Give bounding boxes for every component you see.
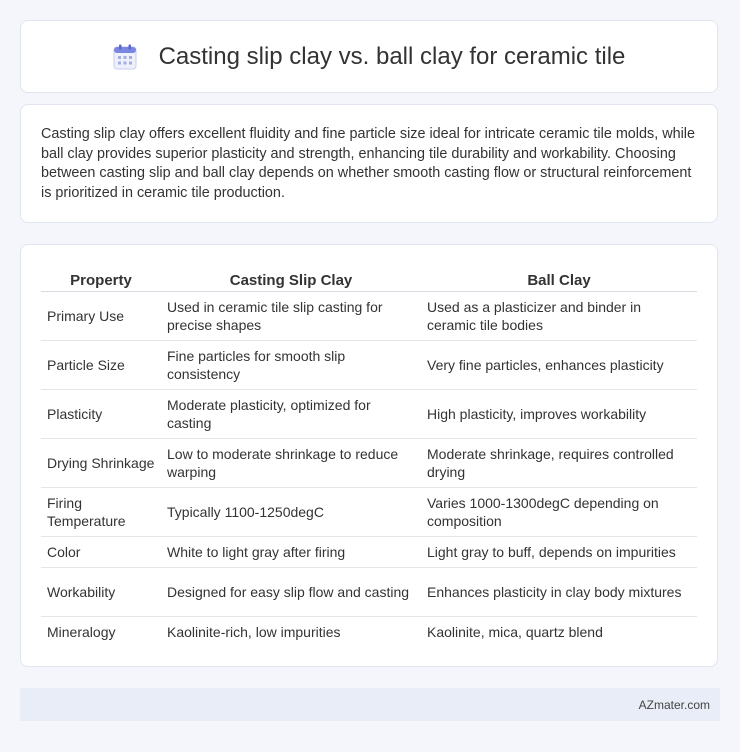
- table-row: [41, 439, 697, 488]
- cell-property: Firing Temperature: [41, 488, 161, 537]
- table-row: [41, 341, 697, 390]
- cell-ball-clay: Light gray to buff, depends on impurities: [421, 537, 697, 568]
- cell-ball-clay: High plasticity, improves workability: [421, 390, 697, 439]
- cell-casting-slip: Fine particles for smooth slip consistency: [161, 341, 421, 390]
- cell-casting-slip: Typically 1100-1250degC: [161, 488, 421, 537]
- table-row: [41, 390, 697, 439]
- cell-ball-clay: Used as a plasticizer and binder in ceramic tile bodies: [421, 292, 697, 341]
- title-card: [20, 20, 718, 93]
- table-row: [41, 488, 697, 537]
- cell-ball-clay: Enhances plasticity in clay body mixtures: [421, 568, 697, 617]
- cell-casting-slip: Low to moderate shrinkage to reduce warping: [161, 439, 421, 488]
- table-header-row: [41, 263, 697, 292]
- intro-paragraph: Casting slip clay offers excellent fluidity and fine particle size ideal for intricate ceramic tile molds, while ball clay provides superior plasticity and strength, enhancing tile durability and workability. Choosing between casting slip and ball clay depends on whether smooth casting flow or structural reinforcement is prioritized in ceramic tile production.: [41, 126, 695, 201]
- footer-bar: [20, 688, 720, 721]
- table-row: [41, 537, 697, 568]
- cell-ball-clay: Kaolinite, mica, quartz blend: [427, 624, 603, 640]
- cell-property: Primary Use: [41, 292, 161, 341]
- cell-casting-slip: Designed for easy slip flow and casting: [161, 568, 421, 617]
- cell-casting-slip: Moderate plasticity, optimized for casting: [161, 390, 421, 439]
- calendar-icon: [113, 44, 137, 70]
- page-title: Casting slip clay vs. ball clay for ceramic tile: [158, 42, 626, 70]
- cell-casting-slip: White to light gray after firing: [161, 537, 421, 568]
- intro-card: [20, 104, 718, 223]
- cell-property: Particle Size: [41, 341, 161, 390]
- cell-casting-slip: Used in ceramic tile slip casting for precise shapes: [161, 292, 421, 341]
- cell-property: Drying Shrinkage: [41, 439, 161, 488]
- cell-property: Mineralogy: [47, 624, 116, 640]
- cell-casting-slip: Kaolinite-rich, low impurities: [167, 624, 341, 640]
- table-row: [41, 617, 697, 647]
- cell-property: Color: [41, 537, 161, 568]
- header-property: Property: [41, 263, 161, 292]
- table-row: [41, 292, 697, 341]
- cell-ball-clay: Moderate shrinkage, requires controlled drying: [421, 439, 697, 488]
- footer-brand: AZmater.com: [638, 697, 710, 712]
- cell-property: Plasticity: [41, 390, 161, 439]
- cell-ball-clay: Very fine particles, enhances plasticity: [421, 341, 697, 390]
- cell-property: Workability: [41, 568, 161, 617]
- table-card: [20, 244, 718, 667]
- cell-ball-clay: Varies 1000-1300degC depending on composition: [421, 488, 697, 537]
- comparison-table: [41, 263, 697, 647]
- header-ball-clay: Ball Clay: [421, 263, 697, 292]
- table-row: [41, 568, 697, 617]
- header-casting-slip-clay: Casting Slip Clay: [161, 263, 421, 292]
